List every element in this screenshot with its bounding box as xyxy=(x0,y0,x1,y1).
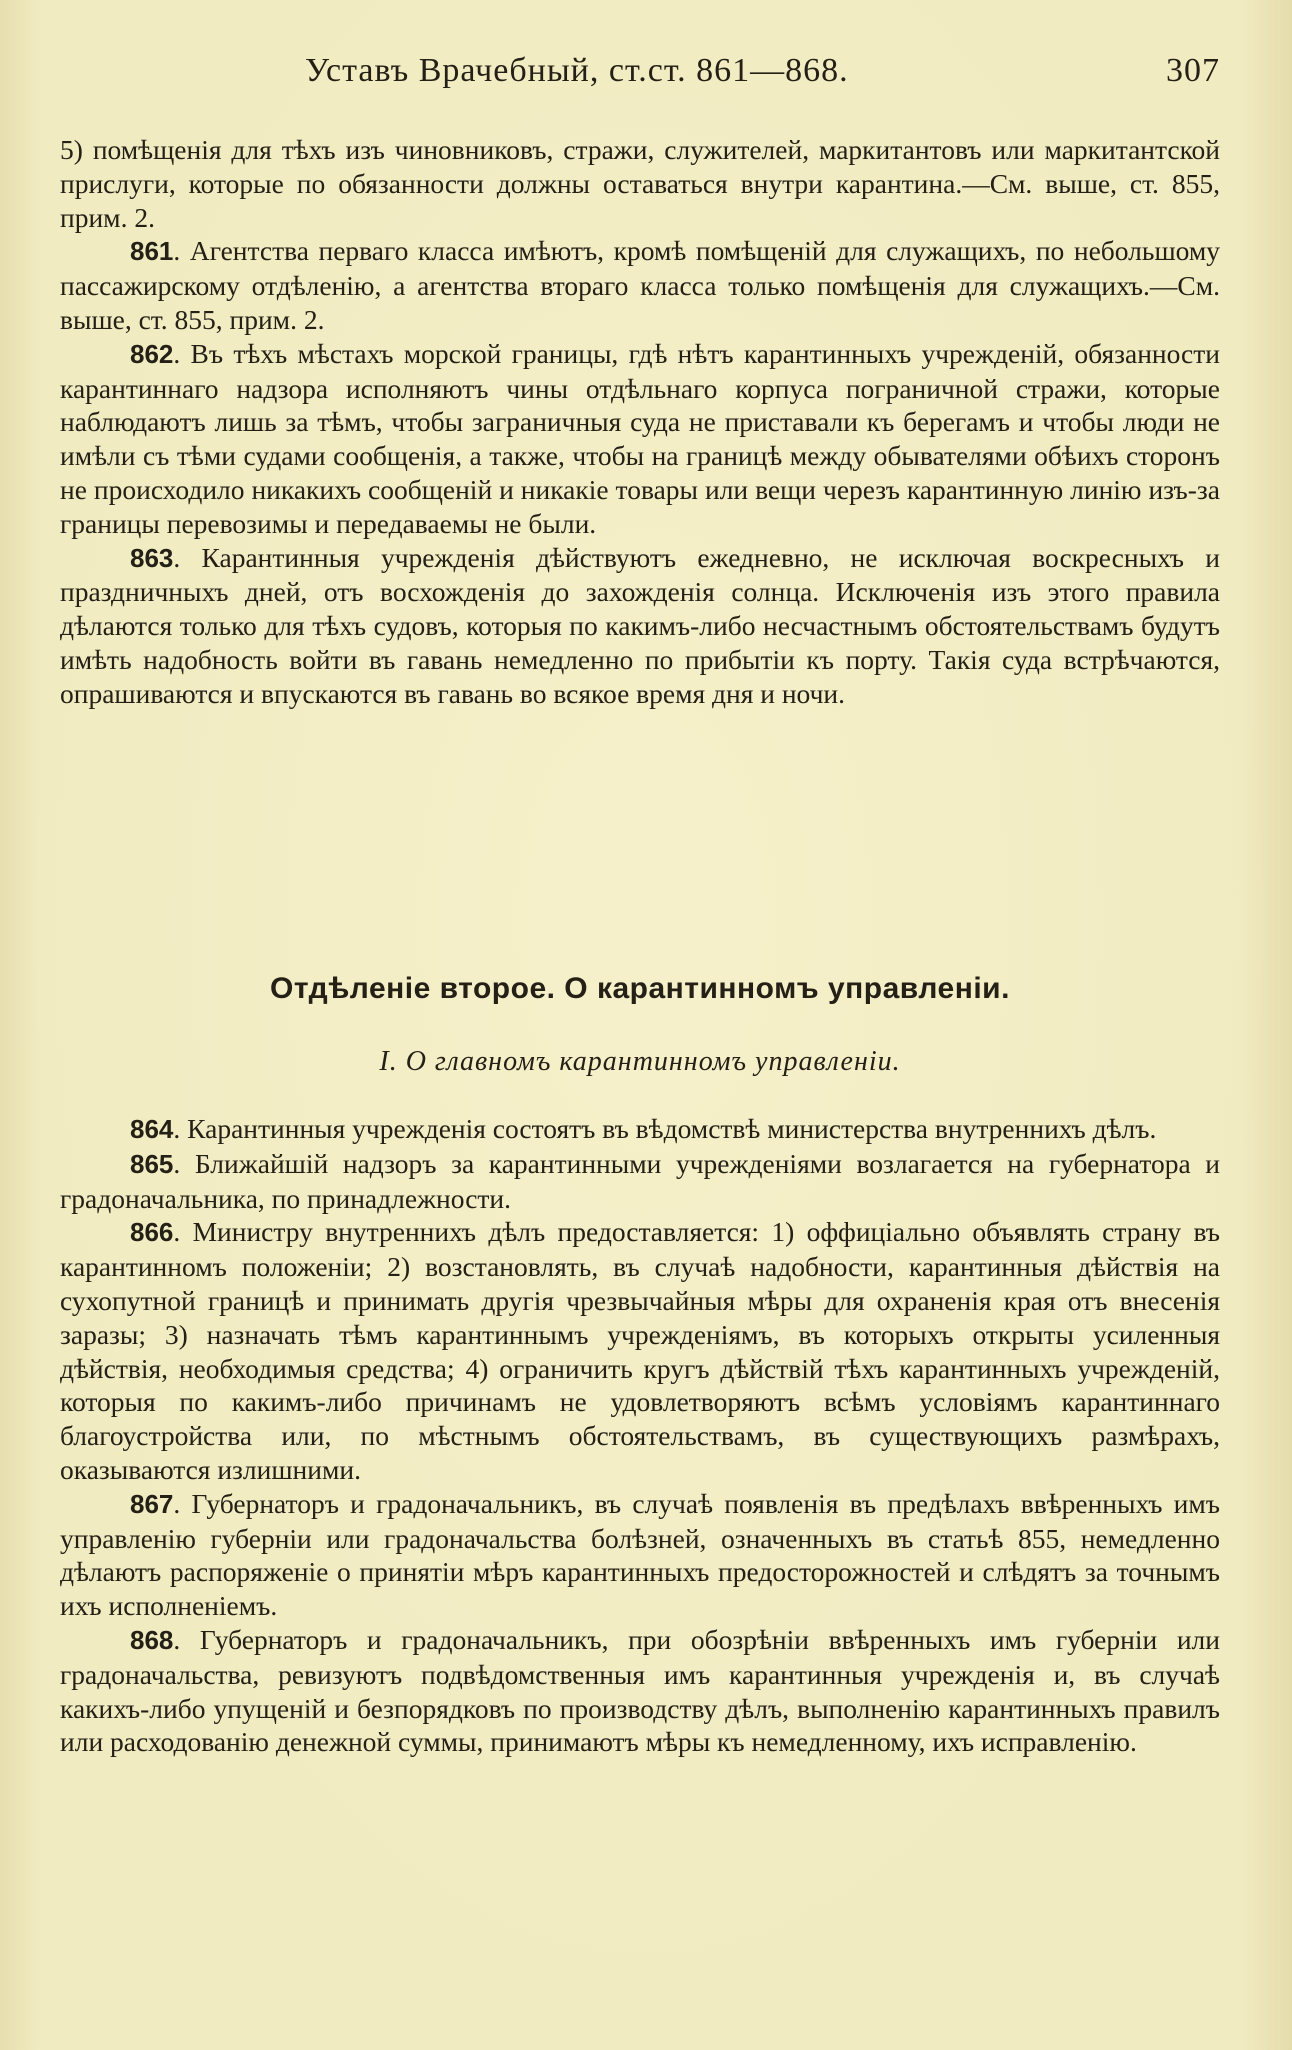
article-number: 864 xyxy=(130,1114,174,1144)
article-861 xyxy=(60,234,1220,336)
paragraph-text: 5) помѣщенія для тѣхъ изъ чиновниковъ, стражи, служителей, маркитантовъ или маркитантской прислуги, которые по обязанности должны оставаться внутри карантина.—См. выше, ст. 855, прим. 2. xyxy=(60,134,1220,233)
paragraph-continuation xyxy=(60,133,1220,234)
article-text: . Въ тѣхъ мѣстахъ морской границы, гдѣ нѣтъ карантинныхъ учрежденій, обязанности карантиннаго надзора исполняютъ чины отдѣльнаго корпуса пограничной стражи, которые наблюдаютъ лишь за тѣмъ, чтобы заграничныя суда не приставали къ берегамъ и чтобы люди не имѣли съ тѣми судами сообщенія, а также, чтобы на границѣ между обывателями обѣихъ сторонъ не происходило никакихъ сообщеній и никакіе товары или вещи черезъ карантинную линію изъ-за границы перевозимы и передаваемы не были. xyxy=(60,337,1220,539)
article-text: . Карантинныя учрежденія состоятъ въ вѣдомствѣ министерства внутреннихъ дѣлъ. xyxy=(173,1113,1157,1144)
article-text: . Министру внутреннихъ дѣлъ предоставляется: 1) оффиціально объявлять страну въ карантинномъ положеніи; 2) возстановлять, въ случаѣ надобности, карантинныя дѣйствія на сухопутной границѣ и принимать другія чрезвычайныя мѣры для охраненія края отъ внесенія заразы; 3) назначать тѣмъ карантиннымъ учрежденіямъ, въ которыхъ открыты усиленныя дѣйствія, необходимыя средства; 4) ограничить кругъ дѣйствій тѣхъ карантинныхъ учрежденій, которыя по какимъ-либо причинамъ не удовлетворяютъ всѣмъ условіямъ карантиннаго благоустройства или, по мѣстнымъ обстоятельствамъ, въ существующихъ размѣрахъ, оказываются излишними. xyxy=(60,1216,1220,1485)
article-number: 867 xyxy=(130,1488,174,1519)
section-heading: Отдѣленіе второе. О карантинномъ управленіи. xyxy=(270,972,1010,1005)
running-title: Уставъ Врачебный, ст.ст. 861—868. xyxy=(305,52,849,89)
article-block-lower xyxy=(60,1112,1220,1759)
article-text: . Губернаторъ и градоначальникъ, въ случаѣ появленія въ предѣлахъ ввѣренныхъ имъ управленію губерніи или градоначальства болѣзней, означенныхъ въ статьѣ 855, немедленно дѣлаютъ распоряженіе о принятіи мѣръ карантинныхъ предосторожностей и слѣдятъ за точнымъ ихъ исполненіемъ. xyxy=(60,1487,1220,1622)
subsection-heading: I. О главномъ карантинномъ управленіи. xyxy=(379,1046,901,1077)
article-number: 861 xyxy=(130,236,174,267)
article-text: . Агентства перваго класса имѣютъ, кромѣ помѣщеній для служащихъ, по небольшому пассажирскому отдѣленію, а агентства втораго класса только помѣщенія для служащихъ.—См. выше, ст. 855, прим. 2. xyxy=(60,235,1220,335)
article-862 xyxy=(60,337,1220,541)
article-863 xyxy=(60,541,1220,711)
article-number: 868 xyxy=(130,1624,174,1655)
article-867 xyxy=(60,1487,1220,1623)
article-866 xyxy=(60,1215,1220,1486)
article-865 xyxy=(60,1147,1220,1216)
article-text: . Карантинныя учрежденія дѣйствуютъ ежедневно, не исключая воскресныхъ и праздничныхъ дней, отъ восхожденія до захожденія солнца. Исключенія изъ этого правила дѣлаются только для тѣхъ судовъ, которыя по какимъ-либо несчастнымъ обстоятельствамъ будутъ имѣть надобность войти въ гавань немедленно по прибытіи къ порту. Такія суда встрѣчаются, опрашиваются и впускаются въ гавань во всякое время дня и ночи. xyxy=(60,541,1220,709)
page-number: 307 xyxy=(1166,52,1220,89)
article-868 xyxy=(60,1623,1220,1759)
article-number: 865 xyxy=(130,1148,174,1179)
article-number: 866 xyxy=(130,1217,174,1248)
article-block-upper xyxy=(60,133,1220,711)
article-number: 862 xyxy=(130,338,174,369)
article-number: 863 xyxy=(130,542,174,573)
article-text: . Ближайшій надзоръ за карантинными учрежденіями возлагается на губернатора и градоначальника, по принадлежности. xyxy=(60,1147,1220,1214)
article-text: . Губернаторъ и градоначальникъ, при обозрѣніи ввѣренныхъ имъ губерніи или градоначальства, ревизуютъ подвѣдомственныя имъ карантинныя учрежденія и, въ случаѣ какихъ-либо упущеній и безпорядковъ по производству дѣлъ, выполненію карантинныхъ правилъ или расходованію денежной суммы, принимаютъ мѣры къ немедленному, ихъ исправленію. xyxy=(60,1623,1220,1758)
article-864 xyxy=(60,1112,1220,1147)
running-header xyxy=(60,52,1220,96)
